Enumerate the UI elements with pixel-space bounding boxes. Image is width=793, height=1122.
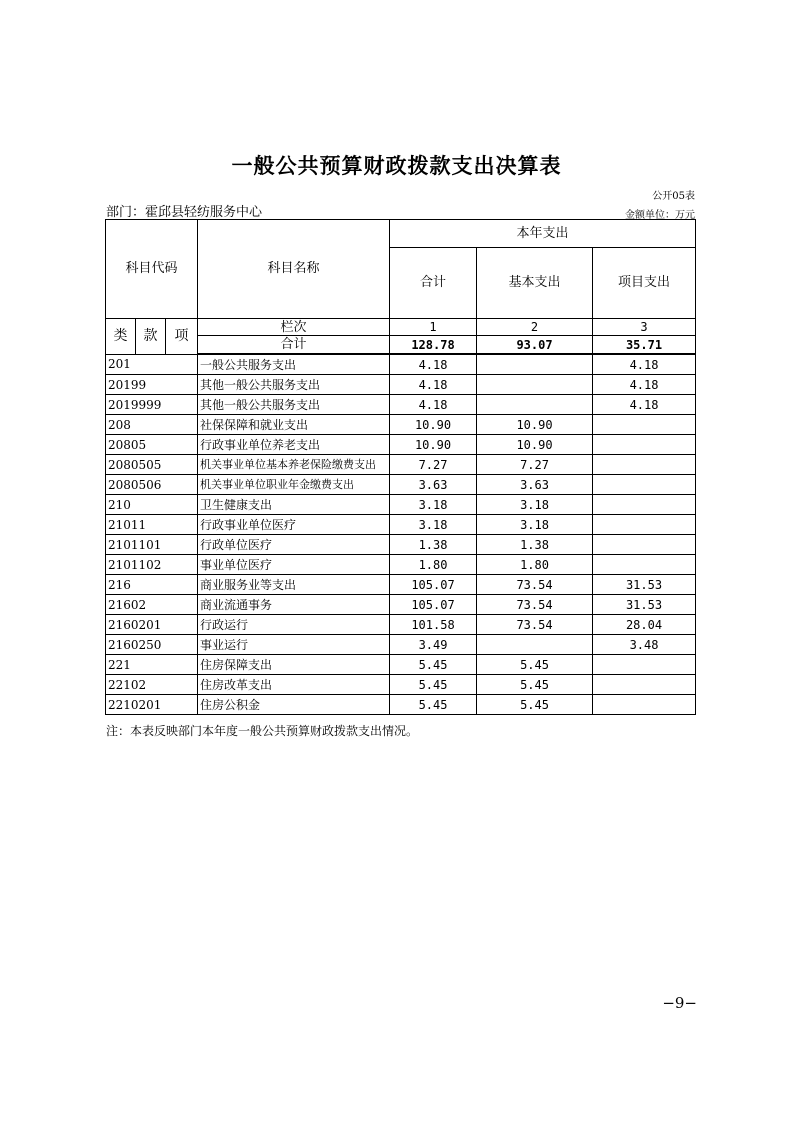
header-project: 项目支出 xyxy=(593,248,696,319)
row-project xyxy=(593,435,696,455)
row-code: 2101102 xyxy=(106,555,198,575)
unit-label: 金额单位：万元 xyxy=(625,210,695,221)
row-project xyxy=(593,475,696,495)
totals-total: 128.78 xyxy=(390,336,477,355)
row-name: 卫生健康支出 xyxy=(198,495,390,515)
table-row xyxy=(106,655,696,675)
row-total: 105.07 xyxy=(390,595,477,615)
row-project xyxy=(593,535,696,555)
row-project xyxy=(593,655,696,675)
row-code: 20805 xyxy=(106,435,198,455)
totals-project: 35.71 xyxy=(593,336,696,355)
row-code: 221 xyxy=(106,655,198,675)
totals-basic: 93.07 xyxy=(477,336,593,355)
row-name: 机关事业单位基本养老保险缴费支出 xyxy=(198,455,390,475)
table-row xyxy=(106,595,696,615)
form-number: 公开05表 xyxy=(652,191,695,202)
row-name: 其他一般公共服务支出 xyxy=(198,375,390,395)
table-row xyxy=(106,435,696,455)
table-note: 注：本表反映部门本年度一般公共预算财政拨款支出情况。 xyxy=(106,724,419,738)
col-index-2: 2 xyxy=(477,319,593,336)
row-total: 3.49 xyxy=(390,635,477,655)
header-xiang: 项 xyxy=(166,319,198,355)
col-index-1: 1 xyxy=(390,319,477,336)
row-basic: 5.45 xyxy=(477,655,593,675)
row-project: 31.53 xyxy=(593,575,696,595)
table-row xyxy=(106,475,696,495)
table-row xyxy=(106,575,696,595)
row-basic: 3.63 xyxy=(477,475,593,495)
row-total: 3.18 xyxy=(390,495,477,515)
row-project xyxy=(593,555,696,575)
row-name: 机关事业单位职业年金缴费支出 xyxy=(198,475,390,495)
row-project xyxy=(593,415,696,435)
row-total: 5.45 xyxy=(390,655,477,675)
table-row xyxy=(106,695,696,715)
table-row xyxy=(106,515,696,535)
row-code: 201 xyxy=(106,354,198,375)
row-total: 10.90 xyxy=(390,415,477,435)
row-project xyxy=(593,455,696,475)
col-index-3: 3 xyxy=(593,319,696,336)
header-total: 合计 xyxy=(390,248,477,319)
row-project: 3.48 xyxy=(593,635,696,655)
row-total: 4.18 xyxy=(390,354,477,375)
table-row xyxy=(106,415,696,435)
table-row xyxy=(106,535,696,555)
row-basic: 73.54 xyxy=(477,575,593,595)
row-basic: 10.90 xyxy=(477,415,593,435)
table-row xyxy=(106,615,696,635)
table-row xyxy=(106,555,696,575)
row-basic: 3.18 xyxy=(477,515,593,535)
row-name: 事业运行 xyxy=(198,635,390,655)
row-name: 一般公共服务支出 xyxy=(198,354,390,375)
row-name: 行政单位医疗 xyxy=(198,535,390,555)
row-project xyxy=(593,695,696,715)
row-total: 4.18 xyxy=(390,395,477,415)
row-basic: 5.45 xyxy=(477,695,593,715)
row-project: 31.53 xyxy=(593,595,696,615)
row-total: 7.27 xyxy=(390,455,477,475)
row-code: 2080505 xyxy=(106,455,198,475)
header-basic: 基本支出 xyxy=(477,248,593,319)
row-name: 商业服务业等支出 xyxy=(198,575,390,595)
row-name: 商业流通事务 xyxy=(198,595,390,615)
row-code: 2160201 xyxy=(106,615,198,635)
header-kuan: 款 xyxy=(136,319,166,355)
row-project xyxy=(593,515,696,535)
row-code: 21602 xyxy=(106,595,198,615)
row-basic xyxy=(477,375,593,395)
row-basic: 5.45 xyxy=(477,675,593,695)
row-basic: 1.80 xyxy=(477,555,593,575)
row-code: 20199 xyxy=(106,375,198,395)
row-basic xyxy=(477,354,593,375)
table-row xyxy=(106,495,696,515)
row-project: 4.18 xyxy=(593,375,696,395)
row-basic: 73.54 xyxy=(477,595,593,615)
table-row xyxy=(106,635,696,655)
row-code: 208 xyxy=(106,415,198,435)
page-title: 一般公共预算财政拨款支出决算表 xyxy=(231,154,562,178)
row-total: 1.38 xyxy=(390,535,477,555)
row-total: 10.90 xyxy=(390,435,477,455)
row-basic: 10.90 xyxy=(477,435,593,455)
row-code: 216 xyxy=(106,575,198,595)
row-total: 5.45 xyxy=(390,695,477,715)
row-name: 行政事业单位养老支出 xyxy=(198,435,390,455)
row-total: 101.58 xyxy=(390,615,477,635)
header-column-index: 栏次 xyxy=(198,319,390,336)
row-total: 5.45 xyxy=(390,675,477,695)
row-name: 行政事业单位医疗 xyxy=(198,515,390,535)
page-number: −9− xyxy=(662,994,697,1012)
row-basic: 73.54 xyxy=(477,615,593,635)
row-basic: 7.27 xyxy=(477,455,593,475)
row-name: 住房改革支出 xyxy=(198,675,390,695)
row-code: 21011 xyxy=(106,515,198,535)
row-name: 其他一般公共服务支出 xyxy=(198,395,390,415)
row-total: 1.80 xyxy=(390,555,477,575)
row-name: 行政运行 xyxy=(198,615,390,635)
expense-table xyxy=(105,219,696,715)
row-code: 22102 xyxy=(106,675,198,695)
row-total: 4.18 xyxy=(390,375,477,395)
row-code: 2160250 xyxy=(106,635,198,655)
table-row xyxy=(106,455,696,475)
department-label: 部门：霍邱县轻纺服务中心 xyxy=(106,205,263,220)
row-basic: 3.18 xyxy=(477,495,593,515)
header-lei: 类 xyxy=(106,319,136,355)
header-year-expense: 本年支出 xyxy=(390,220,696,248)
row-code: 2210201 xyxy=(106,695,198,715)
header-code: 科目代码 xyxy=(106,220,198,319)
row-name: 住房保障支出 xyxy=(198,655,390,675)
row-code: 2019999 xyxy=(106,395,198,415)
row-name: 社保保障和就业支出 xyxy=(198,415,390,435)
row-project xyxy=(593,495,696,515)
row-code: 210 xyxy=(106,495,198,515)
row-code: 2080506 xyxy=(106,475,198,495)
row-total: 3.63 xyxy=(390,475,477,495)
header-name: 科目名称 xyxy=(198,220,390,319)
row-basic xyxy=(477,395,593,415)
totals-label: 合计 xyxy=(198,336,390,355)
row-name: 住房公积金 xyxy=(198,695,390,715)
row-project: 4.18 xyxy=(593,354,696,375)
row-project: 4.18 xyxy=(593,395,696,415)
row-name: 事业单位医疗 xyxy=(198,555,390,575)
row-basic: 1.38 xyxy=(477,535,593,555)
row-total: 105.07 xyxy=(390,575,477,595)
table-row xyxy=(106,395,696,415)
row-project xyxy=(593,675,696,695)
table-row xyxy=(106,675,696,695)
table-row xyxy=(106,375,696,395)
row-project: 28.04 xyxy=(593,615,696,635)
row-total: 3.18 xyxy=(390,515,477,535)
row-code: 2101101 xyxy=(106,535,198,555)
table-row xyxy=(106,354,696,375)
row-basic xyxy=(477,635,593,655)
